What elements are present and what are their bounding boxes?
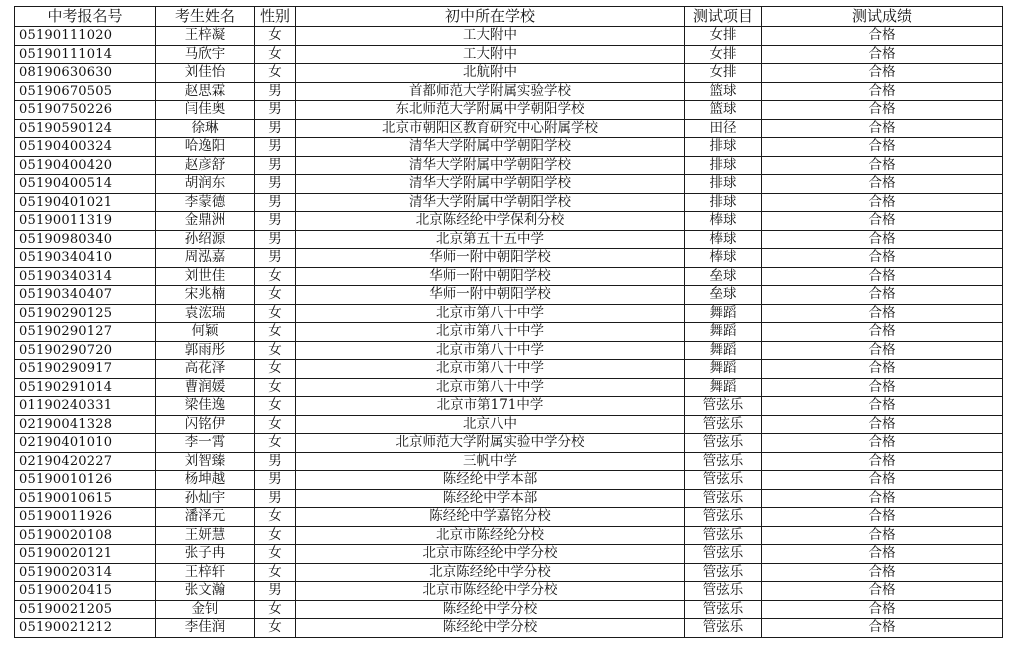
gender-cell: 女: [255, 508, 296, 527]
school-cell: 北航附中: [296, 64, 685, 83]
school-cell: 北京市第八十中学: [296, 360, 685, 379]
test-result-cell: 合格: [762, 175, 1003, 194]
exam-id-cell: 05190290917: [15, 360, 156, 379]
table-row: [15, 64, 1003, 83]
table-row: [15, 193, 1003, 212]
school-cell: 陈经纶中学分校: [296, 619, 685, 638]
test-item-cell: 篮球: [685, 101, 762, 120]
test-item-cell: 排球: [685, 193, 762, 212]
test-result-cell: 合格: [762, 45, 1003, 64]
gender-cell: 女: [255, 563, 296, 582]
header-gender: 性别: [255, 7, 296, 27]
test-item-cell: 棒球: [685, 212, 762, 231]
table-row: [15, 27, 1003, 46]
test-item-cell: 棒球: [685, 230, 762, 249]
table-row: [15, 138, 1003, 157]
student-name-cell: 金钊: [156, 600, 255, 619]
school-cell: 北京市第八十中学: [296, 341, 685, 360]
exam-id-cell: 05190980340: [15, 230, 156, 249]
gender-cell: 男: [255, 175, 296, 194]
table-row: [15, 582, 1003, 601]
test-item-cell: 排球: [685, 175, 762, 194]
table-row: [15, 249, 1003, 268]
student-name-cell: 周泓嘉: [156, 249, 255, 268]
exam-id-cell: 05190291014: [15, 378, 156, 397]
student-name-cell: 何颖: [156, 323, 255, 342]
gender-cell: 男: [255, 119, 296, 138]
test-item-cell: 篮球: [685, 82, 762, 101]
gender-cell: 女: [255, 600, 296, 619]
table-row: [15, 82, 1003, 101]
test-result-cell: 合格: [762, 193, 1003, 212]
student-name-cell: 袁浤瑞: [156, 304, 255, 323]
test-result-cell: 合格: [762, 82, 1003, 101]
test-result-cell: 合格: [762, 452, 1003, 471]
table-row: [15, 360, 1003, 379]
student-name-cell: 刘世佳: [156, 267, 255, 286]
student-name-cell: 郭雨彤: [156, 341, 255, 360]
student-name-cell: 赵思霖: [156, 82, 255, 101]
exam-id-cell: 05190021212: [15, 619, 156, 638]
exam-id-cell: 05190401021: [15, 193, 156, 212]
school-cell: 陈经纶中学分校: [296, 600, 685, 619]
school-cell: 清华大学附属中学朝阳学校: [296, 193, 685, 212]
gender-cell: 男: [255, 138, 296, 157]
school-cell: 北京陈经纶中学保利分校: [296, 212, 685, 231]
exam-id-cell: 05190010615: [15, 489, 156, 508]
gender-cell: 女: [255, 27, 296, 46]
table-body: [15, 27, 1003, 638]
table-row: [15, 267, 1003, 286]
student-name-cell: 高花泽: [156, 360, 255, 379]
school-cell: 清华大学附属中学朝阳学校: [296, 156, 685, 175]
exam-id-cell: 05190111020: [15, 27, 156, 46]
table-row: [15, 286, 1003, 305]
student-name-cell: 王梓轩: [156, 563, 255, 582]
school-cell: 北京市陈经纶中学分校: [296, 582, 685, 601]
test-result-cell: 合格: [762, 323, 1003, 342]
header-test-result: 测试成绩: [762, 7, 1003, 27]
student-name-cell: 李蒙德: [156, 193, 255, 212]
table-row: [15, 434, 1003, 453]
school-cell: 陈经纶中学嘉铭分校: [296, 508, 685, 527]
test-item-cell: 管弦乐: [685, 415, 762, 434]
gender-cell: 男: [255, 452, 296, 471]
student-name-cell: 孙绍源: [156, 230, 255, 249]
exam-id-cell: 05190290125: [15, 304, 156, 323]
test-item-cell: 管弦乐: [685, 508, 762, 527]
table-row: [15, 489, 1003, 508]
student-name-cell: 王梓凝: [156, 27, 255, 46]
gender-cell: 女: [255, 415, 296, 434]
student-name-cell: 梁佳逸: [156, 397, 255, 416]
exam-id-cell: 05190340407: [15, 286, 156, 305]
school-cell: 北京市第八十中学: [296, 304, 685, 323]
header-row: [15, 7, 1003, 27]
test-result-cell: 合格: [762, 230, 1003, 249]
school-cell: 清华大学附属中学朝阳学校: [296, 175, 685, 194]
header-student-name: 考生姓名: [156, 7, 255, 27]
test-item-cell: 管弦乐: [685, 471, 762, 490]
test-item-cell: 女排: [685, 27, 762, 46]
student-name-cell: 曹润媛: [156, 378, 255, 397]
test-item-cell: 排球: [685, 156, 762, 175]
school-cell: 北京市陈经纶中学分校: [296, 545, 685, 564]
gender-cell: 男: [255, 230, 296, 249]
student-name-cell: 潘泽元: [156, 508, 255, 527]
gender-cell: 女: [255, 304, 296, 323]
test-item-cell: 管弦乐: [685, 452, 762, 471]
student-name-cell: 闫佳奥: [156, 101, 255, 120]
school-cell: 工大附中: [296, 45, 685, 64]
test-item-cell: 舞蹈: [685, 323, 762, 342]
gender-cell: 男: [255, 101, 296, 120]
test-result-cell: 合格: [762, 415, 1003, 434]
gender-cell: 男: [255, 82, 296, 101]
test-item-cell: 管弦乐: [685, 489, 762, 508]
test-item-cell: 管弦乐: [685, 600, 762, 619]
exam-id-cell: 05190340410: [15, 249, 156, 268]
table-row: [15, 397, 1003, 416]
student-name-cell: 杨坤越: [156, 471, 255, 490]
exam-id-cell: 02190401010: [15, 434, 156, 453]
student-name-cell: 刘佳怡: [156, 64, 255, 83]
student-name-cell: 闪铭伊: [156, 415, 255, 434]
test-result-cell: 合格: [762, 64, 1003, 83]
test-item-cell: 管弦乐: [685, 619, 762, 638]
test-item-cell: 女排: [685, 64, 762, 83]
test-result-cell: 合格: [762, 526, 1003, 545]
test-result-cell: 合格: [762, 138, 1003, 157]
gender-cell: 男: [255, 156, 296, 175]
header-school: 初中所在学校: [296, 7, 685, 27]
student-name-cell: 金鼎洲: [156, 212, 255, 231]
test-result-cell: 合格: [762, 267, 1003, 286]
student-name-cell: 张子冉: [156, 545, 255, 564]
test-result-cell: 合格: [762, 119, 1003, 138]
exam-id-cell: 05190750226: [15, 101, 156, 120]
table-row: [15, 341, 1003, 360]
test-item-cell: 排球: [685, 138, 762, 157]
test-item-cell: 垒球: [685, 286, 762, 305]
gender-cell: 女: [255, 45, 296, 64]
school-cell: 北京市陈经纶分校: [296, 526, 685, 545]
exam-id-cell: 01190240331: [15, 397, 156, 416]
exam-id-cell: 05190021205: [15, 600, 156, 619]
student-name-cell: 王妍慧: [156, 526, 255, 545]
test-result-cell: 合格: [762, 471, 1003, 490]
gender-cell: 男: [255, 193, 296, 212]
test-result-cell: 合格: [762, 378, 1003, 397]
student-name-cell: 张文瀚: [156, 582, 255, 601]
student-name-cell: 宋兆楠: [156, 286, 255, 305]
test-result-cell: 合格: [762, 545, 1003, 564]
school-cell: 陈经纶中学本部: [296, 471, 685, 490]
student-name-cell: 赵彦舒: [156, 156, 255, 175]
gender-cell: 男: [255, 489, 296, 508]
table-row: [15, 526, 1003, 545]
gender-cell: 女: [255, 360, 296, 379]
exam-id-cell: 05190400420: [15, 156, 156, 175]
test-item-cell: 舞蹈: [685, 378, 762, 397]
school-cell: 北京八中: [296, 415, 685, 434]
table-row: [15, 508, 1003, 527]
test-result-cell: 合格: [762, 582, 1003, 601]
exam-id-cell: 05190400324: [15, 138, 156, 157]
test-item-cell: 管弦乐: [685, 526, 762, 545]
exam-id-cell: 05190111014: [15, 45, 156, 64]
table-row: [15, 471, 1003, 490]
test-result-cell: 合格: [762, 619, 1003, 638]
school-cell: 三帆中学: [296, 452, 685, 471]
exam-id-cell: 05190290720: [15, 341, 156, 360]
gender-cell: 女: [255, 267, 296, 286]
table-row: [15, 119, 1003, 138]
exam-id-cell: 05190290127: [15, 323, 156, 342]
table-row: [15, 452, 1003, 471]
student-name-cell: 胡润东: [156, 175, 255, 194]
test-item-cell: 垒球: [685, 267, 762, 286]
school-cell: 北京市第八十中学: [296, 323, 685, 342]
gender-cell: 女: [255, 64, 296, 83]
gender-cell: 女: [255, 526, 296, 545]
test-item-cell: 舞蹈: [685, 360, 762, 379]
test-item-cell: 舞蹈: [685, 341, 762, 360]
gender-cell: 男: [255, 212, 296, 231]
test-result-cell: 合格: [762, 27, 1003, 46]
gender-cell: 男: [255, 249, 296, 268]
gender-cell: 女: [255, 434, 296, 453]
gender-cell: 男: [255, 582, 296, 601]
test-result-cell: 合格: [762, 434, 1003, 453]
student-name-cell: 刘智臻: [156, 452, 255, 471]
header-test-item: 测试项目: [685, 7, 762, 27]
exam-id-cell: 05190011319: [15, 212, 156, 231]
gender-cell: 女: [255, 378, 296, 397]
test-item-cell: 管弦乐: [685, 582, 762, 601]
test-result-cell: 合格: [762, 341, 1003, 360]
test-result-cell: 合格: [762, 249, 1003, 268]
table-row: [15, 415, 1003, 434]
student-name-cell: 徐琳: [156, 119, 255, 138]
exam-id-cell: 02190420227: [15, 452, 156, 471]
school-cell: 华师一附中朝阳学校: [296, 249, 685, 268]
exam-id-cell: 05190670505: [15, 82, 156, 101]
school-cell: 北京师范大学附属实验中学分校: [296, 434, 685, 453]
test-item-cell: 女排: [685, 45, 762, 64]
gender-cell: 女: [255, 286, 296, 305]
test-item-cell: 棒球: [685, 249, 762, 268]
exam-id-cell: 05190340314: [15, 267, 156, 286]
test-item-cell: 田径: [685, 119, 762, 138]
student-name-cell: 马欣宇: [156, 45, 255, 64]
exam-id-cell: 02190041328: [15, 415, 156, 434]
table-row: [15, 600, 1003, 619]
test-result-cell: 合格: [762, 397, 1003, 416]
exam-id-cell: 05190400514: [15, 175, 156, 194]
exam-id-cell: 05190010126: [15, 471, 156, 490]
school-cell: 北京陈经纶中学分校: [296, 563, 685, 582]
student-name-cell: 李一霄: [156, 434, 255, 453]
school-cell: 工大附中: [296, 27, 685, 46]
gender-cell: 女: [255, 545, 296, 564]
exam-id-cell: 05190011926: [15, 508, 156, 527]
results-table: [14, 6, 1003, 638]
results-sheet: [14, 6, 1002, 638]
school-cell: 华师一附中朝阳学校: [296, 267, 685, 286]
table-row: [15, 212, 1003, 231]
table-row: [15, 175, 1003, 194]
test-item-cell: 舞蹈: [685, 304, 762, 323]
school-cell: 陈经纶中学本部: [296, 489, 685, 508]
exam-id-cell: 05190020108: [15, 526, 156, 545]
table-row: [15, 545, 1003, 564]
test-result-cell: 合格: [762, 286, 1003, 305]
school-cell: 首都师范大学附属实验学校: [296, 82, 685, 101]
student-name-cell: 李佳润: [156, 619, 255, 638]
school-cell: 北京市朝阳区教育研究中心附属学校: [296, 119, 685, 138]
school-cell: 华师一附中朝阳学校: [296, 286, 685, 305]
test-item-cell: 管弦乐: [685, 397, 762, 416]
exam-id-cell: 05190020121: [15, 545, 156, 564]
test-result-cell: 合格: [762, 489, 1003, 508]
test-item-cell: 管弦乐: [685, 434, 762, 453]
gender-cell: 男: [255, 471, 296, 490]
school-cell: 东北师范大学附属中学朝阳学校: [296, 101, 685, 120]
gender-cell: 女: [255, 341, 296, 360]
table-row: [15, 45, 1003, 64]
school-cell: 清华大学附属中学朝阳学校: [296, 138, 685, 157]
table-row: [15, 378, 1003, 397]
test-result-cell: 合格: [762, 156, 1003, 175]
gender-cell: 女: [255, 323, 296, 342]
table-row: [15, 563, 1003, 582]
table-row: [15, 304, 1003, 323]
school-cell: 北京市第171中学: [296, 397, 685, 416]
exam-id-cell: 08190630630: [15, 64, 156, 83]
test-result-cell: 合格: [762, 212, 1003, 231]
student-name-cell: 哈逸阳: [156, 138, 255, 157]
exam-id-cell: 05190590124: [15, 119, 156, 138]
test-result-cell: 合格: [762, 563, 1003, 582]
exam-id-cell: 05190020314: [15, 563, 156, 582]
school-cell: 北京市第八十中学: [296, 378, 685, 397]
school-cell: 北京第五十五中学: [296, 230, 685, 249]
table-row: [15, 230, 1003, 249]
test-result-cell: 合格: [762, 101, 1003, 120]
test-result-cell: 合格: [762, 600, 1003, 619]
test-result-cell: 合格: [762, 508, 1003, 527]
table-row: [15, 619, 1003, 638]
table-row: [15, 101, 1003, 120]
table-row: [15, 156, 1003, 175]
test-item-cell: 管弦乐: [685, 545, 762, 564]
test-result-cell: 合格: [762, 360, 1003, 379]
student-name-cell: 孙灿宇: [156, 489, 255, 508]
test-item-cell: 管弦乐: [685, 563, 762, 582]
gender-cell: 女: [255, 397, 296, 416]
table-row: [15, 323, 1003, 342]
test-result-cell: 合格: [762, 304, 1003, 323]
exam-id-cell: 05190020415: [15, 582, 156, 601]
header-exam-id: 中考报名号: [15, 7, 156, 27]
gender-cell: 女: [255, 619, 296, 638]
